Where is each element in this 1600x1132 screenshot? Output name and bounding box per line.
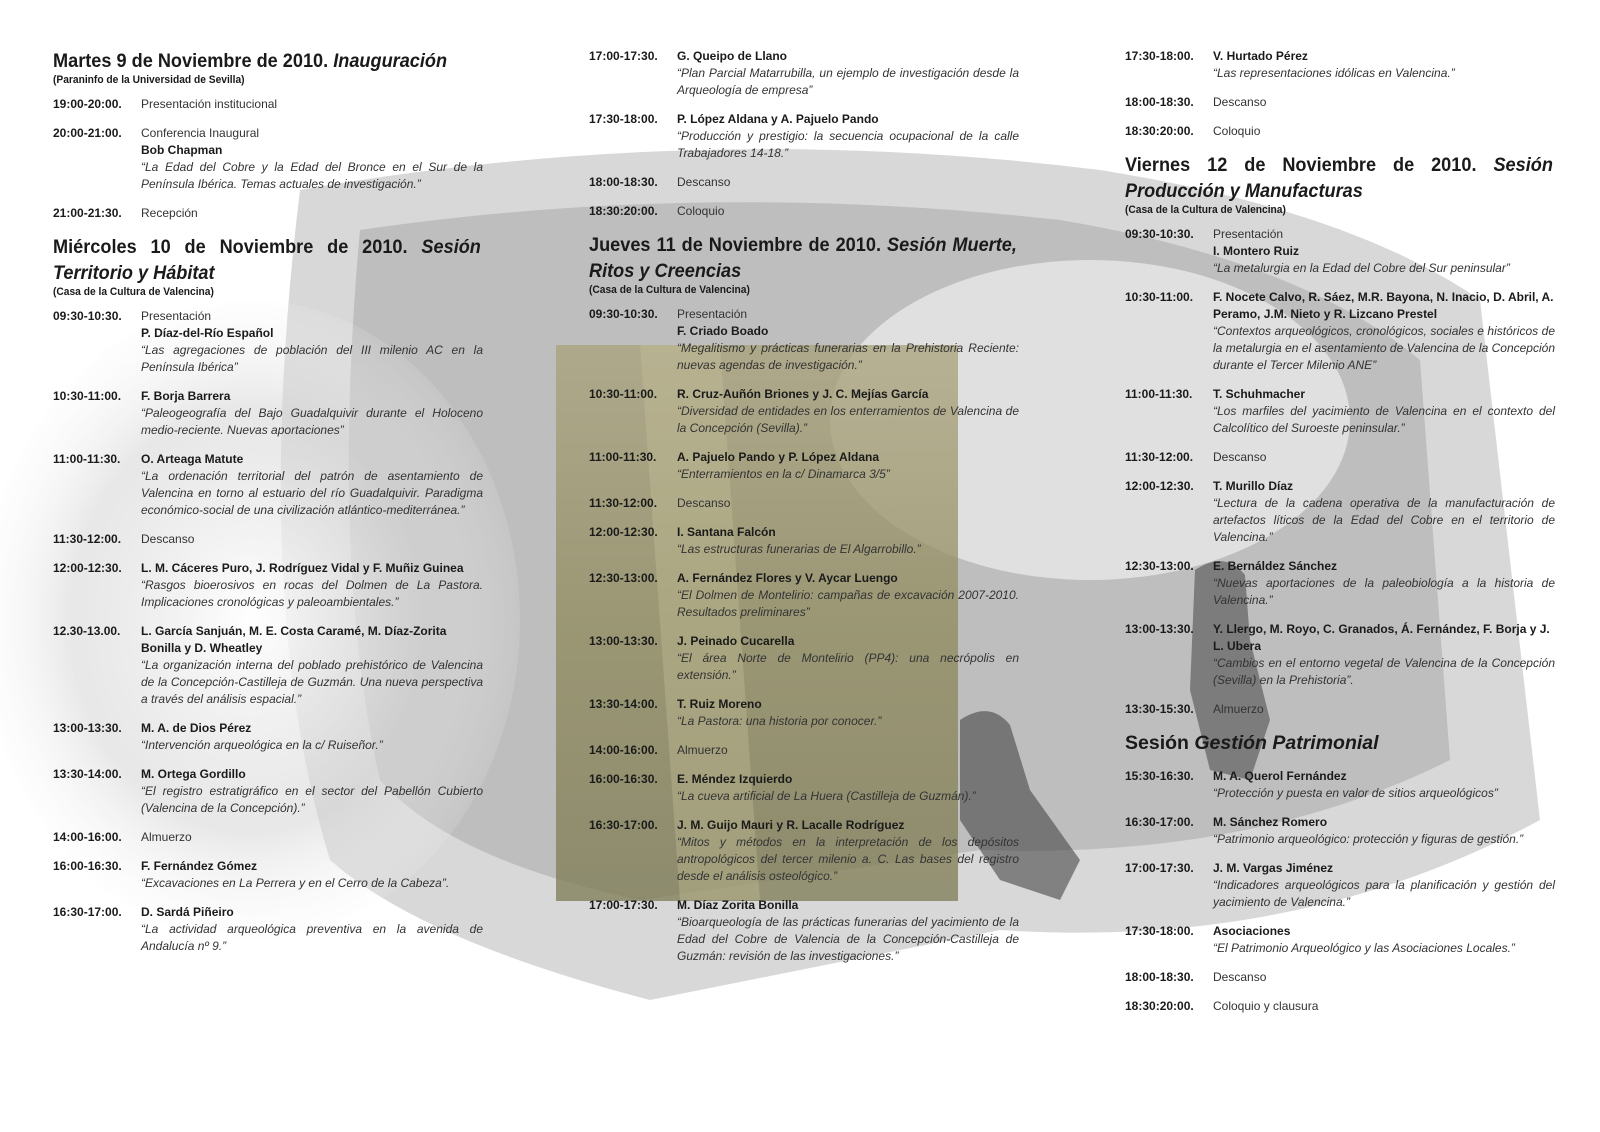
program-entry [1125,94,1555,111]
entry-speaker: L. M. Cáceres Puro, J. Rodríguez Vidal y F. Muñiz Guinea [141,561,464,575]
entry-body [1213,386,1555,437]
entry-time: 19:00-20:00. [53,97,122,111]
program-entry [1125,478,1555,546]
program-entry [1125,969,1555,986]
entry-body [1213,860,1555,911]
session-name: Gestión Patrimonial [1194,732,1379,754]
entry-body [141,96,483,113]
entry-talk-title: “Producción y prestigio: la secuencia ocupacional de la calle Trabajadores 14-18.” [677,129,1019,160]
entry-body [1213,923,1555,957]
entry-body [141,205,483,222]
entry-talk-title: “La organización interna del poblado prehistórico de Valencina de la Concepción-Castilleja de Guzmán. Una nueva perspectiva a través del análisis espacial.” [141,658,483,706]
entry-talk-title: “Diversidad de entidades en los enterramientos de Valencina de la Concepción (Sevilla).” [677,404,1019,435]
program-entry [53,720,483,754]
entry-talk-title: “Nuevas aportaciones de la paleobiología a la historia de Valencina.” [1213,576,1555,607]
entry-body [1213,449,1555,466]
entry-body [677,771,1019,805]
entry-time: 16:00-16:30. [589,772,658,786]
entry-time: 12:00-12:30. [53,561,122,575]
program-entry [589,203,1019,220]
venue: (Casa de la Cultura de Valencina) [1125,204,1286,216]
entry-body [141,858,483,892]
entry-time: 13:30-14:00. [53,767,122,781]
program-entry [53,623,483,708]
entry-speaker: V. Hurtado Pérez [1213,49,1308,63]
program-entry [53,125,483,193]
entry-talk-title: “El Patrimonio Arqueológico y las Asociaciones Locales.” [1213,941,1515,955]
entry-body [677,742,1019,759]
entry-talk-title: “Las representaciones idólicas en Valencina.” [1213,66,1455,80]
program-entry [53,451,483,519]
entry-time: 15:30-16:30. [1125,769,1194,783]
entry-time: 09:30-10:30. [1125,227,1194,241]
program-entry [53,560,483,611]
program-entry [53,766,483,817]
entry-body [1213,558,1555,609]
day-heading [1125,152,1553,204]
entry-time: 20:00-21:00. [53,126,122,140]
entry-body [677,897,1019,965]
entry-body [677,495,1019,512]
entry-talk-title: “Contextos arqueológicos, cronológicos, sociales e históricos de la metalurgia en el asentamiento de Valencina de la Concepción durante el Tercer Milenio ANE” [1213,324,1555,372]
program-entry [1125,449,1555,466]
entry-speaker: R. Cruz-Auñón Briones y J. C. Mejías García [677,387,929,401]
program-entry [1125,768,1555,802]
program-entry [1125,123,1555,140]
entry-talk-title: “Las agregaciones de población del III milenio AC en la Península Ibérica” [141,343,483,374]
entry-talk-title: “La cueva artificial de La Huera (Castilleja de Guzmán).” [677,789,976,803]
entry-body [141,829,483,846]
entry-talk-title: “Protección y puesta en valor de sitios arqueológicos” [1213,786,1498,800]
entry-body [677,449,1019,483]
entry-time: 12:00-12:30. [589,525,658,539]
entry-body [677,48,1019,99]
entry-time: 16:30-17:00. [53,905,122,919]
entry-label: Coloquio [1213,124,1261,138]
entry-body [677,306,1019,374]
entry-time: 13:30-15:30. [1125,702,1194,716]
entry-time: 12.30-13.00. [53,624,121,638]
entry-body [677,696,1019,730]
entry-speaker: M. A. de Dios Pérez [141,721,252,735]
entry-label: Almuerzo [677,743,728,757]
entry-speaker: A. Pajuelo Pando y P. López Aldana [677,450,880,464]
entry-speaker: M. A. Querol Fernández [1213,769,1347,783]
entry-label: Descanso [677,175,731,189]
entry-time: 11:00-11:30. [1125,387,1193,401]
entry-label: Presentación [677,307,748,321]
entry-speaker: O. Arteaga Matute [141,452,244,466]
entry-body [1213,478,1555,546]
venue: (Casa de la Cultura de Valencina) [589,284,750,296]
program-entry [589,633,1019,684]
entry-speaker: J. Peinado Cucarella [677,634,795,648]
entry-body [141,766,483,817]
entry-body [141,125,483,193]
entry-label: Almuerzo [141,830,192,844]
program-entry [1125,860,1555,911]
entry-talk-title: “Bioarqueología de las prácticas funerarias del yacimiento de la Edad del Cobre de Valencia de la Concepción-Castilleja de Guzmán: revisión de las investigaciones.” [677,915,1019,963]
program-entry [589,570,1019,621]
entry-time: 11:30-12:00. [53,532,122,546]
entry-body [1213,621,1555,689]
program-entry [53,829,483,846]
entry-talk-title: “Plan Parcial Matarrubilla, un ejemplo de investigación desde la Arqueología de empresa” [677,66,1019,97]
entry-time: 18:30:20:00. [589,204,658,218]
entry-body [1213,814,1555,848]
entry-speaker: E. Bernáldez Sánchez [1213,559,1338,573]
entry-time: 18:00-18:30. [1125,95,1194,109]
entry-body [141,531,483,548]
entry-speaker: Bob Chapman [141,143,223,157]
entry-body [677,633,1019,684]
program-entry [589,771,1019,805]
entry-label: Presentación [141,309,212,323]
program-entry [589,449,1019,483]
entry-time: 13:30-14:00. [589,697,658,711]
entry-time: 09:30-10:30. [589,307,658,321]
program-entry [53,96,483,113]
program-entry [589,174,1019,191]
entry-time: 13:00-13:30. [1125,622,1194,636]
entry-time: 12:00-12:30. [1125,479,1194,493]
entry-time: 10:30-11:00. [1125,290,1194,304]
day-date: Martes 9 de Noviembre de 2010. [53,50,329,72]
entry-talk-title: “Patrimonio arqueológico: protección y figuras de gestión.” [1213,832,1524,846]
entry-time: 16:30-17:00. [589,818,658,832]
entry-time: 11:30-12:00. [589,496,658,510]
entry-talk-title: “Excavaciones en La Perrera y en el Cerro de la Cabeza”. [141,876,450,890]
entry-speaker: M. Sánchez Romero [1213,815,1328,829]
entry-talk-title: “La Pastora: una historia por conocer.” [677,714,882,728]
entry-speaker: F. Criado Boado [677,324,769,338]
program-entry [589,524,1019,558]
session-label: Sesión [1125,732,1189,754]
entry-time: 10:30-11:00. [53,389,122,403]
entry-body [677,817,1019,885]
entry-time: 16:30-17:00. [1125,815,1194,829]
entry-label: Descanso [1213,970,1267,984]
entry-speaker: E. Méndez Izquierdo [677,772,793,786]
entry-body [141,308,483,376]
entry-time: 12:30-13:00. [589,571,658,585]
day-date: Viernes 12 de Noviembre de 2010. [1125,154,1477,176]
entry-speaker: F. Nocete Calvo, R. Sáez, M.R. Bayona, N. Inacio, D. Abril, A. Peramo, J.M. Nieto y R. Lizcano Prestel [1213,290,1554,321]
entry-label: Presentación institucional [141,97,278,111]
entry-talk-title: “El registro estratigráfico en el sector del Pabellón Cubierto (Valencina de la Concepción).” [141,784,483,815]
program-entry [589,817,1019,885]
entry-speaker: I. Montero Ruiz [1213,244,1299,258]
entry-talk-title: “Indicadores arqueológicos para la planificación y gestión del yacimiento de Valencina.” [1213,878,1555,909]
program-entry [1125,701,1555,718]
program-entry [1125,998,1555,1015]
entry-time: 17:00-17:30. [589,49,658,63]
day-date: Miércoles 10 de Noviembre de 2010. [53,236,408,258]
entry-speaker: Asociaciones [1213,924,1291,938]
entry-time: 18:00-18:30. [589,175,658,189]
entry-speaker: P. López Aldana y A. Pajuelo Pando [677,112,879,126]
program-entry [1125,621,1555,689]
entry-talk-title: “El área Norte de Montelirio (PP4): una necrópolis en extensión.” [677,651,1019,682]
program-entry [589,386,1019,437]
entry-time: 11:00-11:30. [53,452,121,466]
entry-time: 13:00-13:30. [589,634,658,648]
program-entry [589,48,1019,99]
entry-label: Descanso [677,496,731,510]
entry-talk-title: “Lectura de la cadena operativa de la manufacturación de artefactos líticos de la Edad del Cobre en el territorio de Valencina.” [1213,496,1555,544]
entry-time: 14:00-16:00. [589,743,658,757]
entry-talk-title: “El Dolmen de Montelirio: campañas de excavación 2007-2010. Resultados preliminares” [677,588,1019,619]
entry-time: 18:30:20:00. [1125,999,1194,1013]
program-entry [53,308,483,376]
entry-body [1213,768,1555,802]
program-entry [53,388,483,439]
program-entry [1125,48,1555,82]
program-entry [1125,226,1555,277]
entry-body [1213,123,1555,140]
program-entry [1125,923,1555,957]
session-name: Sesión Producción y Manufacturas [1125,154,1553,202]
program-entry [1125,289,1555,374]
entry-speaker: P. Díaz-del-Río Español [141,326,274,340]
program-entry [1125,558,1555,609]
entry-talk-title: “Rasgos bioerosivos en rocas del Dolmen de La Pastora. Implicaciones cronológicas y paleoambientales.” [141,578,483,609]
entry-talk-title: “Cambios en el entorno vegetal de Valencina de la Concepción (Sevilla) en la Prehistoria”. [1213,656,1555,687]
entry-time: 14:00-16:00. [53,830,122,844]
entry-speaker: Y. Llergo, M. Royo, C. Granados, Á. Fernández, F. Borja y J. L. Ubera [1213,622,1550,653]
program-entry [53,858,483,892]
entry-talk-title: “La ordenación territorial del patrón de asentamiento de Valencina en torno al estuario del río Guadalquivir. Paradigma económico-social de una civilización atlántico-mediterránea.” [141,469,483,517]
entry-body [677,203,1019,220]
entry-body [1213,701,1555,718]
entry-body [141,451,483,519]
entry-body [141,388,483,439]
entry-body [141,720,483,754]
entry-label: Coloquio y clausura [1213,999,1319,1013]
entry-speaker: D. Sardá Piñeiro [141,905,234,919]
session-name: Inauguración [333,50,448,72]
entry-time: 17:00-17:30. [589,898,658,912]
program-entry [589,742,1019,759]
entry-body [141,904,483,955]
entry-speaker: G. Queipo de Llano [677,49,788,63]
entry-talk-title: “Las estructuras funerarias de El Algarrobillo.” [677,542,921,556]
entry-speaker: I. Santana Falcón [677,525,776,539]
entry-speaker: T. Ruiz Moreno [677,697,762,711]
entry-talk-title: “Enterramientos en la c/ Dinamarca 3/5” [677,467,890,481]
entry-talk-title: “La metalurgia en la Edad del Cobre del Sur peninsular” [1213,261,1510,275]
entry-label: Conferencia Inaugural [141,126,260,140]
program-entry [53,904,483,955]
entry-speaker: F. Borja Barrera [141,389,231,403]
entry-label: Descanso [1213,450,1267,464]
entry-time: 21:00-21:30. [53,206,122,220]
program-entry [589,111,1019,162]
entry-time: 16:00-16:30. [53,859,122,873]
day-heading [53,234,481,286]
entry-body [677,386,1019,437]
entry-time: 11:30-12:00. [1125,450,1194,464]
day-heading [589,232,1017,284]
entry-body [1213,998,1555,1015]
entry-label: Descanso [141,532,195,546]
entry-talk-title: “Los marfiles del yacimiento de Valencina en el contexto del Calcolítico del Suroeste peninsular.” [1213,404,1555,435]
entry-speaker: T. Schuhmacher [1213,387,1306,401]
venue: (Casa de la Cultura de Valencina) [53,286,214,298]
entry-label: Recepción [141,206,198,220]
entry-speaker: M. Ortega Gordillo [141,767,246,781]
entry-body [141,560,483,611]
entry-time: 18:00-18:30. [1125,970,1194,984]
entry-time: 10:30-11:00. [589,387,658,401]
entry-talk-title: “Paleogeografía del Bajo Guadalquivir durante el Holoceno medio-reciente. Nuevas aportaciones” [141,406,483,437]
entry-talk-title: “Mitos y métodos en la interpretación de los depósitos antropológicos del tercer milenio a. C. Las bases del registro desde el análisis osteológico.” [677,835,1019,883]
entry-talk-title: “Megalitismo y prácticas funerarias en la Prehistoria Reciente: nuevas agendas de investigación.” [677,341,1019,372]
entry-body [677,570,1019,621]
column-2 [589,48,1019,977]
column-1 [53,48,483,967]
entry-body [1213,969,1555,986]
program-entry [589,306,1019,374]
entry-body [677,174,1019,191]
program-entry [53,531,483,548]
program-entry [589,696,1019,730]
column-3 [1125,48,1555,1027]
entry-speaker: T. Murillo Díaz [1213,479,1294,493]
entry-time: 17:30-18:00. [1125,924,1194,938]
program-entry [1125,386,1555,437]
entry-label: Presentación [1213,227,1284,241]
program-entry [53,205,483,222]
entry-body [1213,48,1555,82]
day-date: Jueves 11 de Noviembre de 2010. [589,234,881,256]
session-heading [1125,730,1555,756]
entry-time: 11:00-11:30. [589,450,657,464]
entry-speaker: F. Fernández Gómez [141,859,258,873]
entry-time: 17:00-17:30. [1125,861,1194,875]
entry-label: Almuerzo [1213,702,1264,716]
session-name: Sesión Territorio y Hábitat [53,236,481,284]
entry-body [1213,226,1555,277]
program-entry [1125,814,1555,848]
entry-time: 17:30-18:00. [1125,49,1194,63]
entry-time: 18:30:20:00. [1125,124,1194,138]
entry-speaker: J. M. Guijo Mauri y R. Lacalle Rodríguez [677,818,905,832]
session-name: Sesión Muerte, Ritos y Creencias [589,234,1017,282]
entry-speaker: M. Díaz Zorita Bonilla [677,898,799,912]
entry-time: 17:30-18:00. [589,112,658,126]
entry-speaker: A. Fernández Flores y V. Aycar Luengo [677,571,898,585]
entry-body [141,623,483,708]
entry-time: 13:00-13:30. [53,721,122,735]
entry-body [677,524,1019,558]
entry-time: 12:30-13:00. [1125,559,1194,573]
entry-body [677,111,1019,162]
entry-speaker: J. M. Vargas Jiménez [1213,861,1334,875]
entry-talk-title: “La Edad del Cobre y la Edad del Bronce en el Sur de la Península Ibérica. Temas actuales de investigación.” [141,160,483,191]
entry-label: Coloquio [677,204,725,218]
entry-time: 09:30-10:30. [53,309,122,323]
entry-body [1213,289,1555,374]
program-entry [589,897,1019,965]
program-entry [589,495,1019,512]
entry-speaker: L. García Sanjuán, M. E. Costa Caramé, M. Díaz-Zorita Bonilla y D. Wheatley [141,624,447,655]
entry-talk-title: “La actividad arqueológica preventiva en la avenida de Andalucía nº 9.” [141,922,483,953]
entry-label: Descanso [1213,95,1267,109]
day-heading [53,48,481,74]
entry-body [1213,94,1555,111]
venue: (Paraninfo de la Universidad de Sevilla) [53,74,245,86]
entry-talk-title: “Intervención arqueológica en la c/ Ruiseñor.” [141,738,383,752]
